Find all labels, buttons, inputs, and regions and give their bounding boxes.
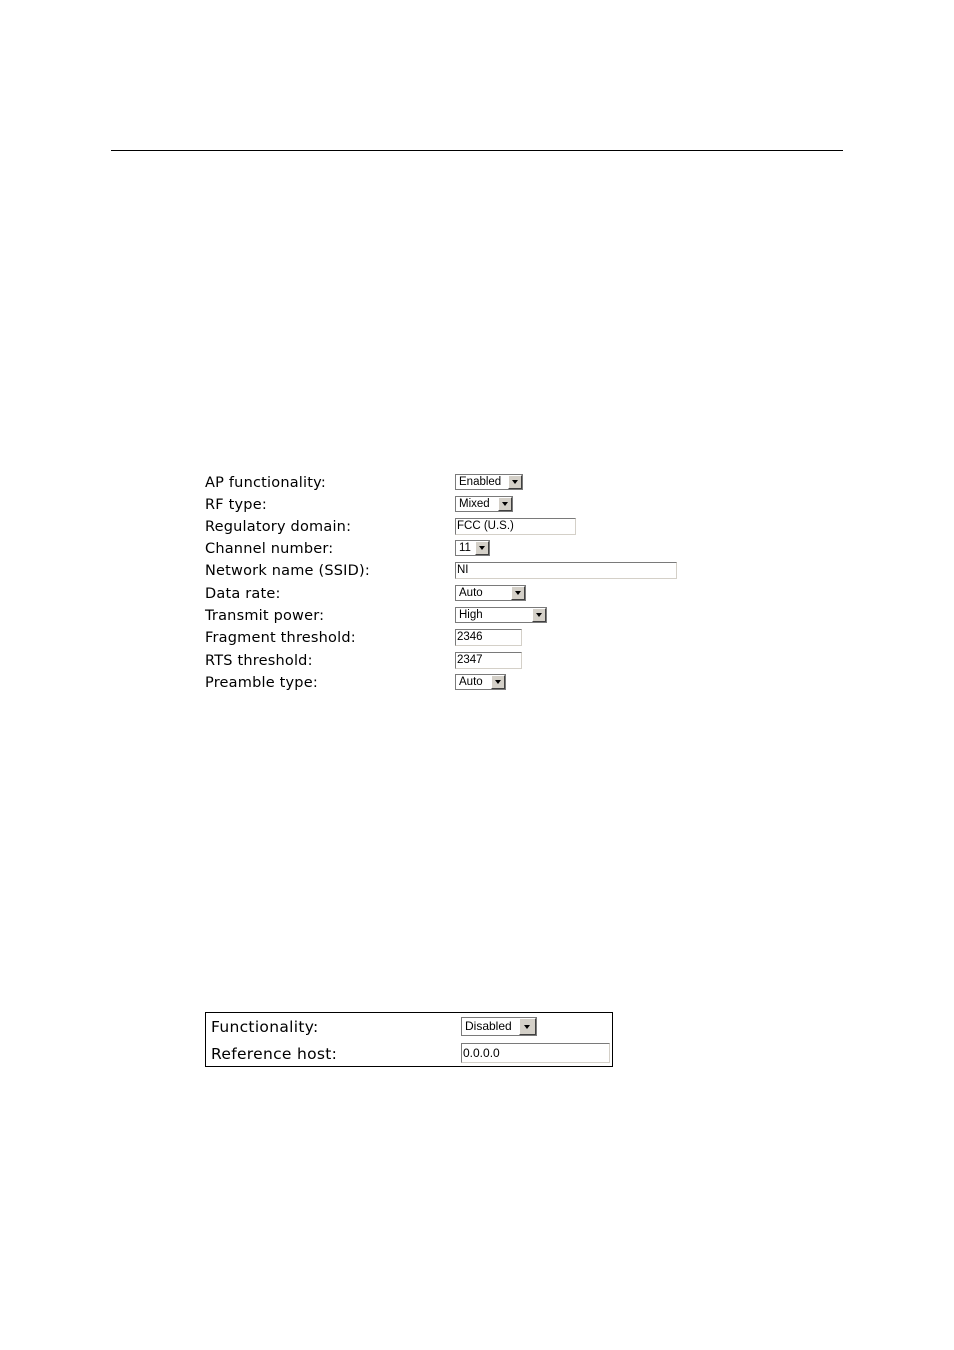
row-fragment-threshold [205, 628, 705, 648]
transmit-power-select[interactable] [455, 607, 547, 623]
chevron-down-icon [524, 1025, 530, 1029]
label-rf-type: RF type: [205, 497, 267, 513]
reference-host-field[interactable]: 0.0.0.0 [461, 1043, 610, 1063]
label-preamble-type: Preamble type: [205, 675, 318, 691]
row-rts-threshold [205, 651, 705, 671]
label-rts-threshold: RTS threshold: [205, 653, 313, 669]
label-regulatory-domain: Regulatory domain: [205, 519, 352, 535]
row-network-name [205, 561, 705, 581]
label-data-rate: Data rate: [205, 586, 281, 602]
ap-functionality-value: Enabled [459, 476, 502, 488]
label-functionality: Functionality: [211, 1018, 319, 1036]
rf-type-select[interactable] [455, 496, 513, 512]
label-fragment-threshold: Fragment threshold: [205, 630, 356, 646]
transmit-power-value: High [459, 609, 483, 621]
ap-functionality-select[interactable] [455, 474, 523, 490]
row-reference-host [206, 1041, 612, 1067]
chevron-down-icon [536, 613, 542, 617]
chevron-down-icon [502, 502, 508, 506]
channel-number-value: 11 [459, 542, 471, 554]
chevron-down-icon [512, 480, 518, 484]
preamble-type-select[interactable] [455, 674, 506, 690]
label-channel-number: Channel number: [205, 541, 334, 557]
fragment-threshold-field[interactable]: 2346 [455, 629, 522, 646]
dropdown-button[interactable] [491, 675, 505, 689]
label-reference-host: Reference host: [211, 1045, 338, 1063]
dropdown-button[interactable] [498, 497, 512, 511]
label-ap-functionality: AP functionality: [205, 475, 326, 491]
row-data-rate [205, 584, 705, 604]
row-rf-type [205, 495, 705, 515]
row-ap-functionality [205, 473, 705, 493]
row-regulatory-domain [205, 517, 705, 537]
dropdown-button[interactable] [475, 541, 489, 555]
rts-threshold-field[interactable]: 2347 [455, 652, 522, 669]
dropdown-button[interactable] [511, 586, 525, 600]
row-channel-number [205, 539, 705, 559]
row-functionality [206, 1014, 612, 1040]
row-preamble-type [205, 673, 705, 693]
ssid-field[interactable]: NI [455, 562, 677, 579]
reference-host-form [205, 1012, 613, 1067]
regulatory-domain-field[interactable]: FCC (U.S.) [455, 518, 576, 535]
dropdown-button[interactable] [532, 608, 546, 622]
chevron-down-icon [479, 546, 485, 550]
data-rate-select[interactable] [455, 585, 526, 601]
label-transmit-power: Transmit power: [205, 608, 325, 624]
functionality-value: Disabled [465, 1019, 512, 1033]
header-rule [111, 150, 843, 151]
dropdown-button[interactable] [508, 475, 522, 489]
chevron-down-icon [495, 680, 501, 684]
channel-number-select[interactable] [455, 540, 490, 556]
data-rate-value: Auto [459, 587, 483, 599]
rf-type-value: Mixed [459, 498, 490, 510]
chevron-down-icon [515, 591, 521, 595]
preamble-type-value: Auto [459, 676, 483, 688]
row-transmit-power [205, 606, 705, 626]
dropdown-button[interactable] [519, 1018, 536, 1035]
functionality-select[interactable] [461, 1017, 537, 1036]
label-network-name: Network name (SSID): [205, 563, 370, 579]
